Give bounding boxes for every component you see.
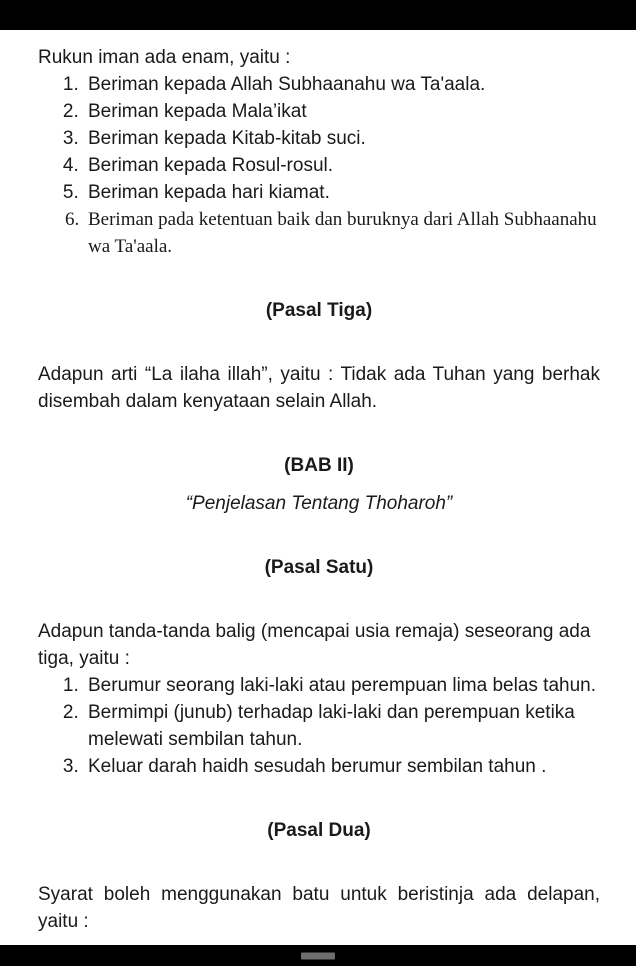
pasal-satu-heading: (Pasal Satu)	[264, 557, 374, 578]
bab-ii-subtitle: “Penjelasan Tentang Thoharoh”	[185, 493, 453, 514]
bottom-letterbox-bar	[0, 945, 636, 966]
page-content[interactable]	[0, 30, 636, 945]
list-item: 3. Keluar darah haidh sesudah berumur sembilan tahun .	[84, 753, 600, 780]
home-indicator	[301, 952, 335, 959]
pasal-tiga-heading: (Pasal Tiga)	[265, 300, 373, 321]
list-item: 6. Beriman pada ketentuan baik dan buruknya dari Allah Subhaanahu wa Ta'aala.	[84, 206, 600, 260]
top-letterbox-bar	[0, 0, 636, 30]
list-item: 2. Bermimpi (junub) terhadap laki-laki dan perempuan ketika melewati sembilan tahun.	[84, 699, 600, 753]
bab-ii-heading: (BAB II)	[284, 455, 354, 476]
list-item: 3. Beriman kepada Kitab-kitab suci.	[84, 125, 600, 152]
rukun-iman-list	[38, 71, 600, 260]
list-item: 4. Beriman kepada Rosul-rosul.	[84, 152, 600, 179]
pasal-tiga-paragraph: Adapun arti “La ilaha illah”, yaitu : Tidak ada Tuhan yang berhak disembah dalam kenyataan selain Allah.	[38, 364, 600, 412]
list-item: 2. Beriman kepada Mala’ikat	[84, 98, 600, 125]
list-item: 5. Beriman kepada hari kiamat.	[84, 179, 600, 206]
istinja-intro: Syarat boleh menggunakan batu untuk beristinja ada delapan, yaitu :	[38, 884, 600, 932]
list-item: 1. Berumur seorang laki-laki atau perempuan lima belas tahun.	[84, 672, 600, 699]
balig-intro: Adapun tanda-tanda balig (mencapai usia remaja) seseorang ada tiga, yaitu :	[38, 621, 591, 669]
balig-list	[38, 672, 600, 780]
list-item: 1. Beriman kepada Allah Subhaanahu wa Ta'aala.	[84, 71, 600, 98]
pasal-dua-heading: (Pasal Dua)	[267, 820, 371, 841]
rukun-iman-intro: Rukun iman ada enam, yaitu :	[38, 47, 291, 68]
